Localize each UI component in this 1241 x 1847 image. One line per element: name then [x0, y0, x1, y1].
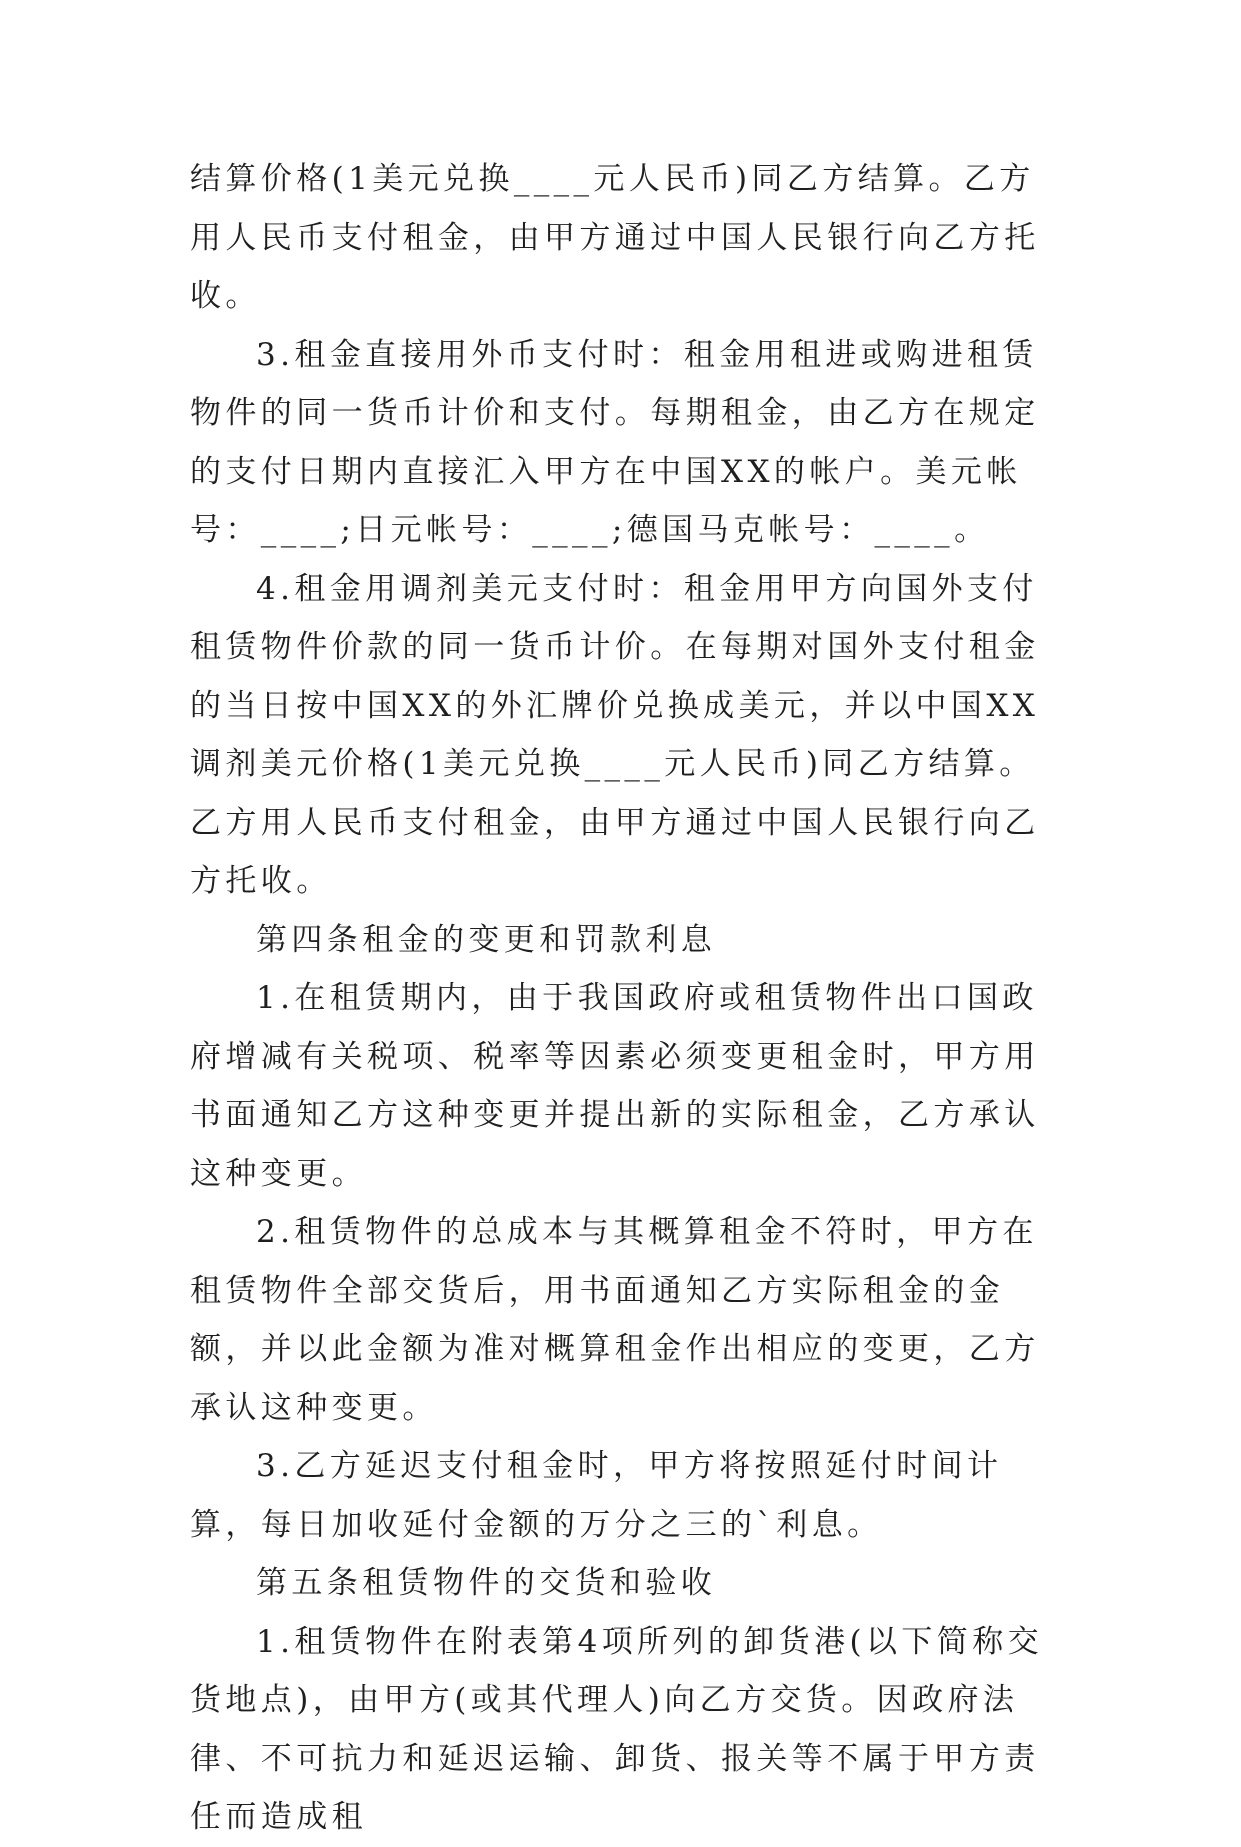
paragraph-settlement-rmb: 结算价格(1美元兑换____元人民币)同乙方结算。乙方用人民币支付租金，由甲方通过中国人民银行向乙方托收。: [190, 161, 1040, 314]
section-heading-article-4: 第四条租金的变更和罚款利息: [256, 921, 717, 958]
paragraph-late-payment-interest: 3.乙方延迟支付租金时，甲方将按照延付时间计算，每日加收延付金额的万分之三的`利息。: [190, 1448, 1003, 1543]
document-body: [190, 150, 1070, 1847]
paragraph-rent-change-tax: 1.在租赁期内，由于我国政府或租赁物件出口国政府增减有关税项、税率等因素必须变更租金时，甲方用书面通知乙方这种变更并提出新的实际租金，乙方承认这种变更。: [190, 980, 1040, 1192]
paragraph-delivery-location: 1.租赁物件在附表第4项所列的卸货港(以下简称交货地点)，由甲方(或其代理人)向乙方交货。因政府法律、不可抗力和延迟运输、卸货、报关等不属于甲方责任而造成租: [190, 1623, 1043, 1835]
paragraph-foreign-currency-payment: 3.租金直接用外币支付时：租金用租进或购进租赁物件的同一货币计价和支付。每期租金，由乙方在规定的支付日期内直接汇入甲方在中国XX的帐户。美元帐号：____;日元帐号：____;德国马克帐号：____。: [190, 336, 1040, 548]
paragraph-rent-change-cost: 2.租赁物件的总成本与其概算租金不符时，甲方在租赁物件全部交货后，用书面通知乙方实际租金的金额，并以此金额为准对概算租金作出相应的变更，乙方承认这种变更。: [190, 1214, 1040, 1426]
paragraph-adjusted-usd-payment: 4.租金用调剂美元支付时：租金用甲方向国外支付租赁物件价款的同一货币计价。在每期对国外支付租金的当日按中国XX的外汇牌价兑换成美元，并以中国XX调剂美元价格(1美元兑换____元人民币)同乙方结算。乙方用人民币支付租金，由甲方通过中国人民银行向乙方托收。: [190, 570, 1040, 899]
section-heading-article-5: 第五条租赁物件的交货和验收: [256, 1565, 717, 1601]
